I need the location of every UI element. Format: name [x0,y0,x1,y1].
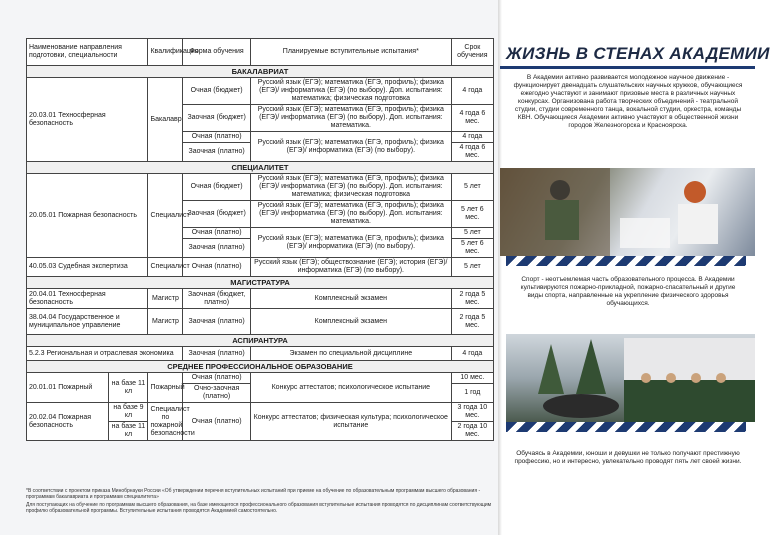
section-row [27,335,494,347]
table-row [27,289,494,309]
exams-cell: Конкурс аттестатов; физическая культура; психологическое испытание [250,403,451,441]
program-cell: 20.02.04 Пожарная безопасность [27,403,109,441]
form-cell: Заочная (платно) [183,143,251,162]
section-row [27,66,494,78]
form-cell: Очная (платно) [183,132,251,143]
term-cell: 4 года 6 мес. [451,105,493,132]
form-cell: Заочная (платно) [183,239,251,258]
term-cell: 3 года 10 мес. [451,403,493,422]
exams-cell: Экзамен по специальной дисциплине [250,347,451,361]
section-spo: СРЕДНЕЕ ПРОФЕССИОНАЛЬНОЕ ОБРАЗОВАНИЕ [27,361,494,373]
qualification-cell: Бакалавр [148,78,183,162]
form-cell: Заочная (бюджет, платно) [183,289,251,309]
program-cell: 20.03.01 Техносферная безопасность [27,78,148,162]
term-cell: 5 лет [451,228,493,239]
footnote-1: *В соответствии с проектом приказа Минобрнауки России «Об утверждении перечня вступительных испытаний при приеме на обучение по образовательным программам высшего образования - программам бакалавриата и программам специалитета» [26,488,481,500]
form-cell: Заочная (бюджет) [183,105,251,132]
title-underline [500,66,755,69]
term-cell: 5 лет 6 мес. [451,201,493,228]
program-cell: 40.05.03 Судебная экспертиза [27,258,148,277]
exams-cell: Русский язык (ЕГЭ); математика (ЕГЭ, профиль); физика (ЕГЭ)/ информатика (ЕГЭ) (по выбору). Доп. испытания: математика. [250,105,451,132]
table-row [27,373,494,384]
form-cell: Очная (платно) [183,373,251,384]
qualification-cell: Специалист [148,258,183,277]
term-cell: 2 года 10 мес. [451,422,493,441]
exams-cell: Русский язык (ЕГЭ); математика (ЕГЭ, профиль); физика (ЕГЭ)/ информатика (ЕГЭ) (по выбору). [250,132,451,162]
exams-cell: Русский язык (ЕГЭ); математика (ЕГЭ, профиль); физика (ЕГЭ)/ информатика (ЕГЭ) (по выбору). Доп. испытания: математика; физическая подготовка [250,174,451,201]
chevron-stripe-2 [506,422,746,432]
term-cell: 1 год [451,384,493,403]
term-cell: 4 года 6 мес. [451,143,493,162]
qualification-cell: Магистр [148,289,183,309]
program-cell: 5.2.3 Региональная и отраслевая экономика [27,347,183,361]
footnote-2: Для поступающих на обучение по программам высшего образования, на базе имеющегося профессионального образования вступительные испытания проводятся по дисциплинам соответствующим профилю образовательной программы. Вступительные испытания проводятся Академией самостоятельно. [26,502,492,514]
form-cell: Очная (бюджет) [183,78,251,105]
base-cell: на базе 11 кл [109,422,148,441]
exams-cell: Русский язык (ЕГЭ); математика (ЕГЭ, профиль); физика (ЕГЭ)/ информатика (ЕГЭ) (по выбору). Доп. испытания: математика. [250,201,451,228]
page-title: ЖИЗНЬ В СТЕНАХ АКАДЕМИИ [506,44,770,63]
header-exams: Планируемые вступительные испытания* [250,39,451,66]
term-cell: 5 лет [451,174,493,201]
sport-scene-illustration [506,334,755,422]
form-cell: Заочная (бюджет) [183,201,251,228]
term-cell: 4 года [451,78,493,105]
term-cell: 2 года 5 мес. [451,309,493,335]
admission-table [26,38,494,441]
header-form: Форма обучения [183,39,251,66]
program-cell: 20.04.01 Техносферная безопасность [27,289,148,309]
term-cell: 5 лет 6 мес. [451,239,493,258]
table-row [27,258,494,277]
form-cell: Очная (платно) [183,258,251,277]
table-header-row [27,39,494,66]
section-row [27,162,494,174]
term-cell: 4 года [451,132,493,143]
exams-cell: Конкурс аттестатов; психологическое испытание [250,373,451,403]
section-bachelor: БАКАЛАВРИАТ [27,66,494,78]
table-row [27,174,494,201]
form-cell: Очная (бюджет) [183,174,251,201]
qualification-cell: Магистр [148,309,183,335]
qualification-cell: Специалист по пожарной безопасности [148,403,183,441]
science-paragraph: В Академии активно развивается молодежное научное движение - функционирует двенадцать слушательских научных кружков, обучающиеся ежегодно участвуют и занимают призовые места в различных научных конкурсах. Организована работа творческих объединений - театральной студии, студии современного танца, вокальной студии, оркестра, команды КВН. Обучающиеся Академии активно участвуют в общественной жизни городов Железногорска и Красноярска. [513,74,743,129]
program-cell: 20.05.01 Пожарная безопасность [27,174,148,258]
term-cell: 2 года 5 мес. [451,289,493,309]
cadets-training-photo [500,168,755,256]
form-cell: Очная (платно) [183,403,251,441]
form-cell: Очная (платно) [183,228,251,239]
form-cell: Заочная (платно) [183,347,251,361]
program-cell: 38.04.04 Государственное и муниципальное управление [27,309,148,335]
header-term: Срок обучения [451,39,493,66]
exams-cell: Комплексный экзамен [250,289,451,309]
term-cell: 4 года [451,347,493,361]
section-aspirant: АСПИРАНТУРА [27,335,494,347]
qualification-cell: Специалист [148,174,183,258]
program-cell: 20.01.01 Пожарный [27,373,109,403]
section-master: МАГИСТРАТУРА [27,277,494,289]
form-cell: Очно-заочная (платно) [183,384,251,403]
sport-photo [506,334,755,422]
term-cell: 10 мес. [451,373,493,384]
exams-cell: Русский язык (ЕГЭ); обществознание (ЕГЭ); история (ЕГЭ)/ информатика (ЕГЭ) (по выбору). [250,258,451,277]
base-cell: на базе 11 кл [109,373,148,403]
section-row [27,277,494,289]
qualification-cell: Пожарный [148,373,183,403]
section-row [27,361,494,373]
table-row [27,78,494,105]
form-cell: Заочная (платно) [183,309,251,335]
table-row [27,347,494,361]
page-spine [498,0,502,535]
table-row [27,403,494,422]
training-scene-illustration [500,168,755,256]
exams-cell: Русский язык (ЕГЭ); математика (ЕГЭ, профиль); физика (ЕГЭ)/ информатика (ЕГЭ) (по выбору). Доп. испытания: математика; физическая подготовка [250,78,451,105]
base-cell: на базе 9 кл [109,403,148,422]
exams-cell: Русский язык (ЕГЭ); математика (ЕГЭ, профиль); физика (ЕГЭ)/ информатика (ЕГЭ) (по выбору). [250,228,451,258]
footnotes [26,488,494,516]
exams-cell: Комплексный экзамен [250,309,451,335]
section-specialist: СПЕЦИАЛИТЕТ [27,162,494,174]
header-qualification: Квалификация [148,39,183,66]
header-direction: Наименование направления подготовки, специальности [27,39,148,66]
term-cell: 5 лет [451,258,493,277]
chevron-stripe-1 [506,256,746,266]
sport-paragraph: Спорт - неотъемлемая часть образовательного процесса. В Академии культивируются пожарно-прикладной, пожарно-спасательный и другие виды спорта, направленные на укрепление физического здоровья обучающихся. [520,276,736,307]
table-row [27,309,494,335]
closing-paragraph: Обучаясь в Академии, юноши и девушки не только получают престижную профессию, но и интересно, увлекательно проводят пять лет своей жизни. [514,450,742,465]
